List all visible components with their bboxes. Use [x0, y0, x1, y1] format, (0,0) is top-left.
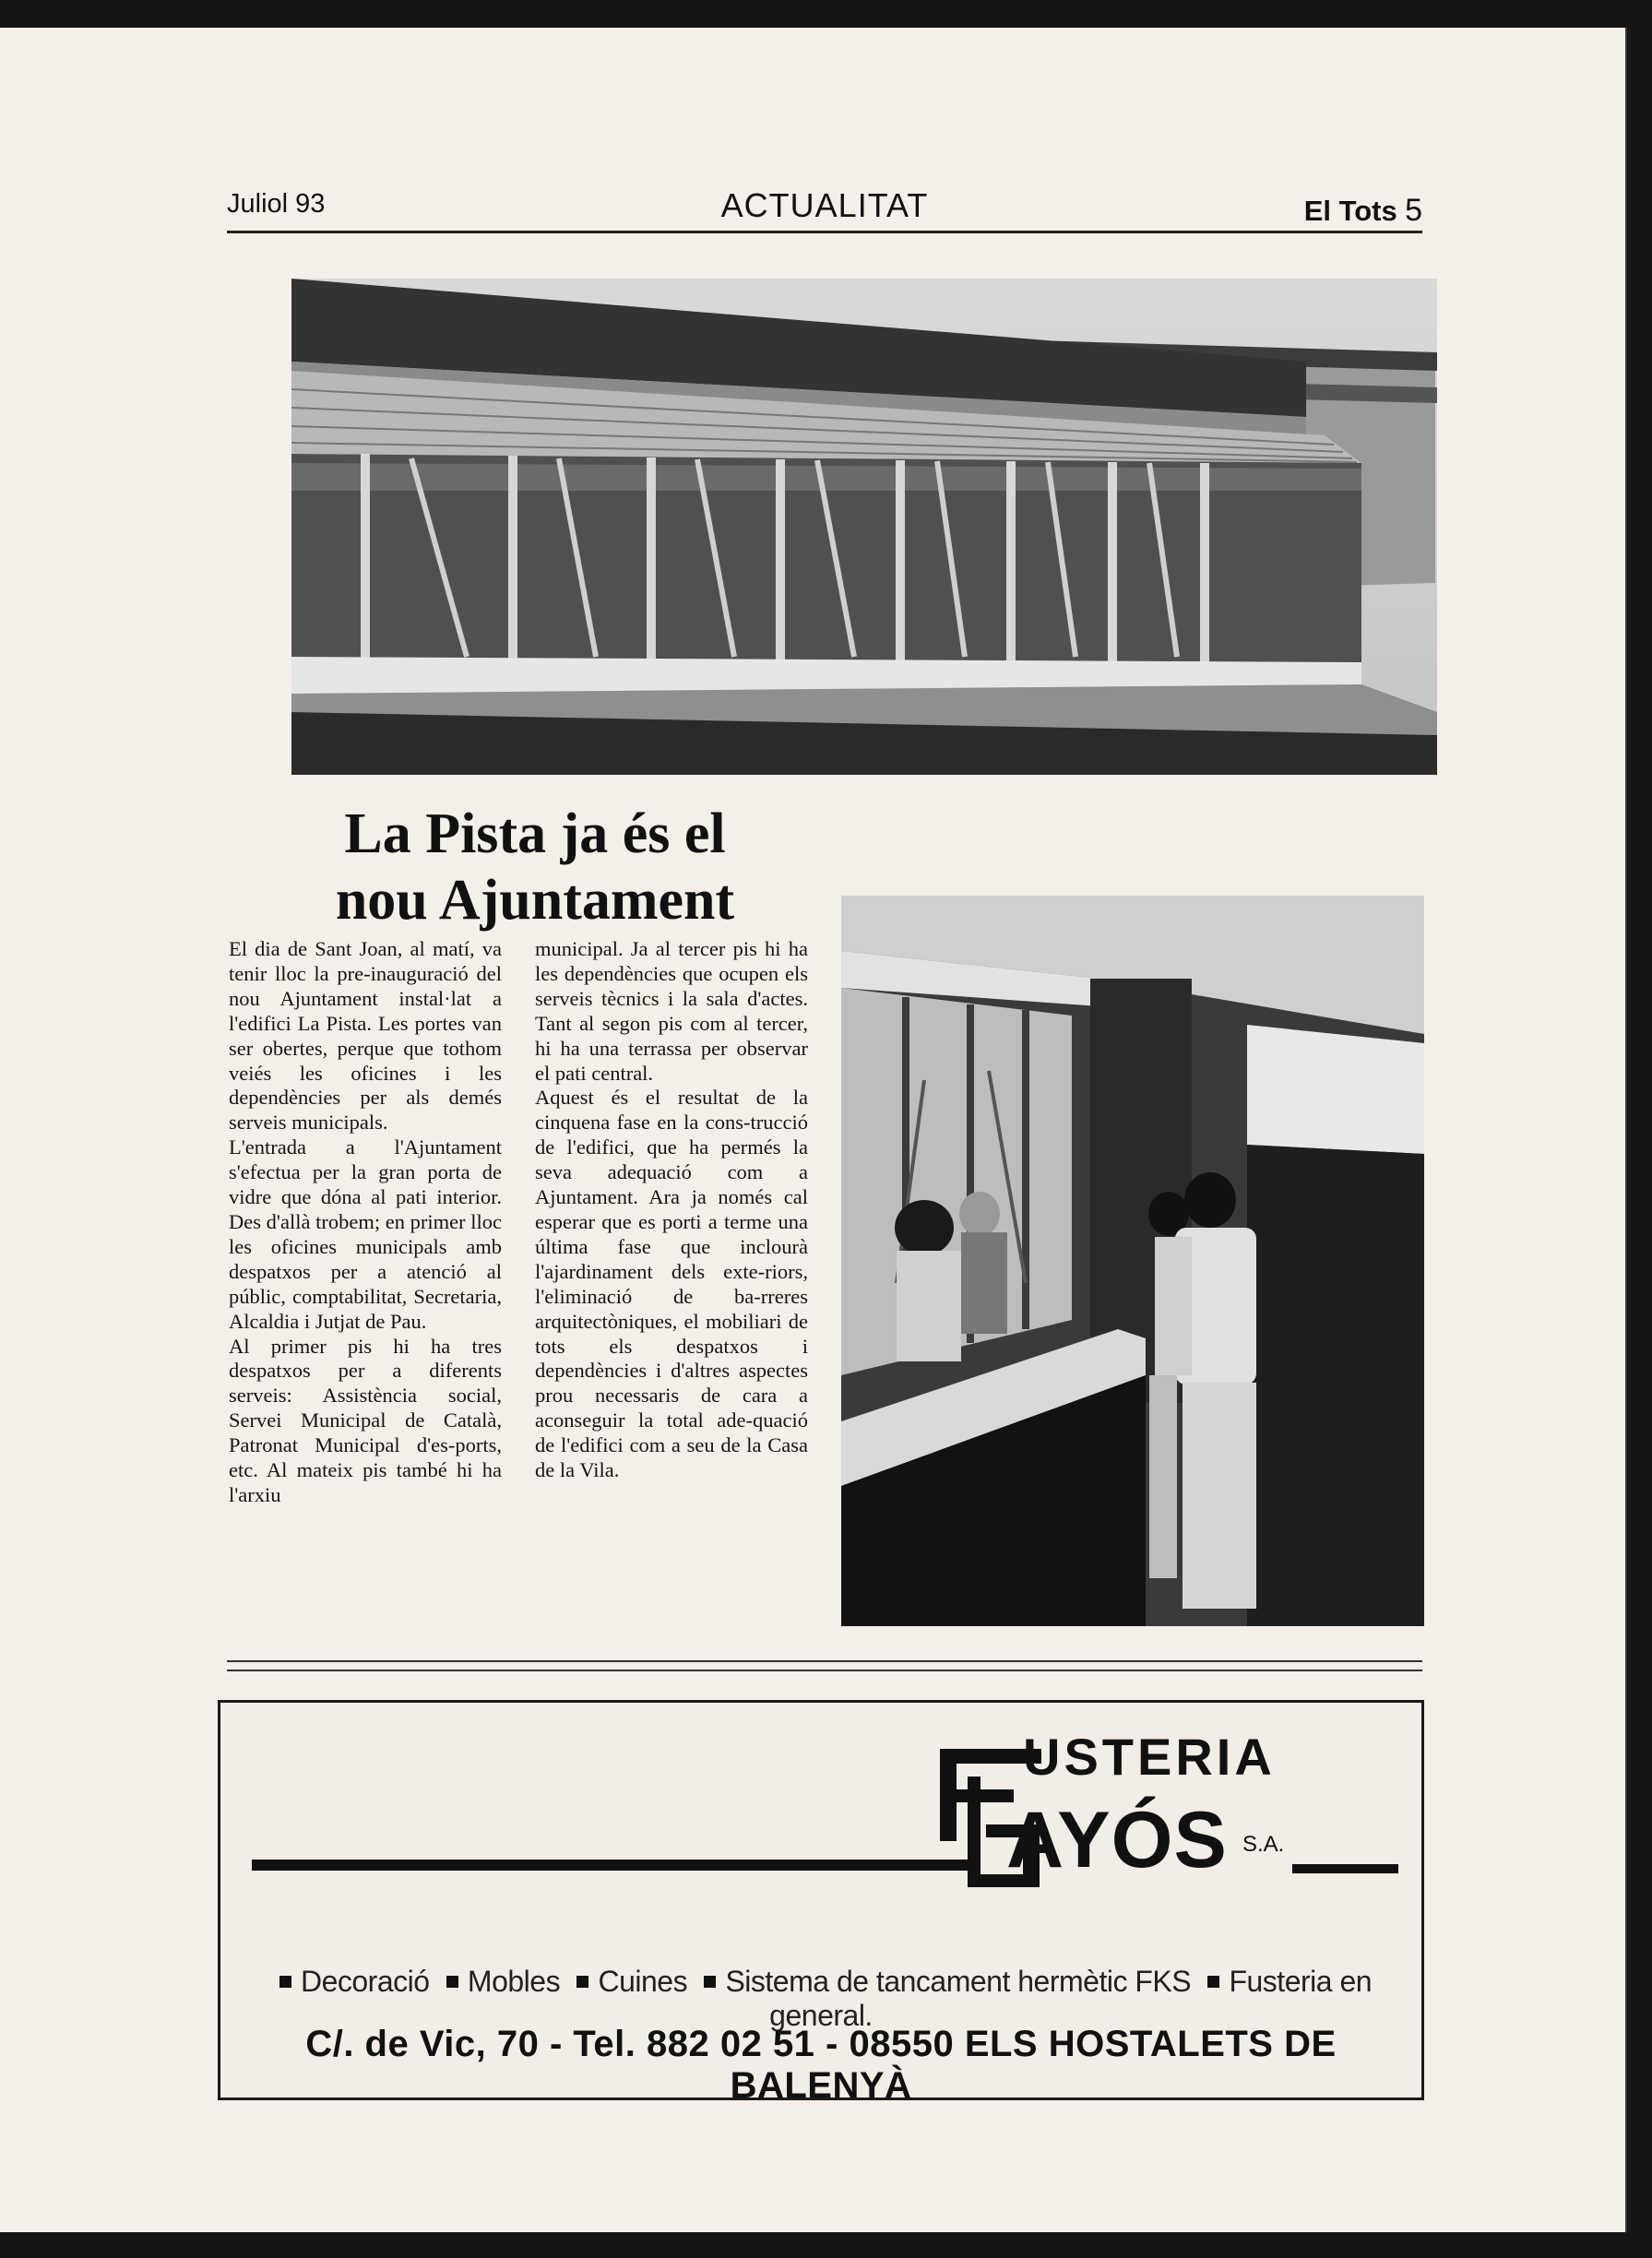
service-item: Cuines: [598, 1965, 688, 1998]
service-item: Mobles: [467, 1965, 561, 1998]
service-item: Decoració: [300, 1965, 430, 1998]
brand-name-line-2: AYÓS: [1006, 1796, 1228, 1884]
brand-name-line-1: USTERIA: [1023, 1728, 1276, 1786]
brand-suffix: S.A.: [1242, 1832, 1285, 1857]
publication-name: El Tots: [1303, 195, 1397, 227]
building-photo: [291, 279, 1437, 775]
article-column-2: [535, 937, 808, 1483]
paragraph: L'entrada a l'Ajuntament s'efectua per la gran porta de vidre que dóna al pati interior. Des d'allà trobem; en primer lloc les oficines municipals amb despatxos per a atenció al públic, comptabilitat, Secretaria, Alcaldia i Jutjat de Pau.: [229, 1135, 502, 1333]
company-address: C/. de Vic, 70 - Tel. 882 02 51 - 08550 ELS HOSTALETS DE BALENYÀ: [305, 2024, 1337, 2106]
separator-rule: [227, 1670, 1422, 1671]
services-list: [220, 1965, 1421, 2033]
article-column-1: [229, 937, 502, 1508]
paragraph: El dia de Sant Joan, al matí, va tenir lloc la pre-inauguració del nou Ajuntament instal·lat a l'edifici La Pista. Les portes van ser obertes, perque que tothom veiés les oficines i les dependències per als demés serveis municipals.: [229, 937, 502, 1135]
bullet-square-icon: [576, 1976, 588, 1988]
page-header: [227, 175, 1422, 233]
separator-rule: [227, 1660, 1422, 1662]
page-number: 5: [1405, 193, 1422, 228]
brand-underline: [1292, 1864, 1398, 1873]
paragraph: Al primer pis hi ha tres despatxos per a diferents serveis: Assistència social, Servei Municipal de Català, Patronat Municipal d'es-ports, etc. Al mateix pis també hi ha l'arxiu: [229, 1334, 502, 1506]
paragraph: Aquest és el resultat de la cinquena fase en la cons-trucció de l'edifici, que ha permés la seva adequació com a Ajuntament. Ara ja només cal esperar que es porti a terme una última fase que inclourà l'ajardinament dels exte-riors, l'eliminació de ba-rreres arquitectòniques, el mobiliari de tots els despatxos i dependències i d'altres aspectes prou necessaris de cara a aconseguir la total ade-quació de l'edifici com a seu de la Casa de la Vila.: [535, 1086, 808, 1482]
article-headline: [277, 801, 793, 933]
service-item: Sistema de tancament hermètic FKS: [725, 1965, 1192, 1998]
issue-date: Juliol 93: [227, 189, 326, 219]
bullet-square-icon: [279, 1976, 291, 1988]
brand-underline: [252, 1860, 971, 1871]
headline-line-1: La Pista ja és el: [344, 802, 726, 865]
section-title: ACTUALITAT: [720, 186, 929, 224]
bullet-square-icon: [704, 1976, 716, 1988]
service-item: Fusteria en general.: [769, 1965, 1373, 2032]
headline-line-2: nou Ajuntament: [335, 869, 735, 932]
paragraph: municipal. Ja al tercer pis hi ha les dependències que ocupen els serveis tècnics i la sala d'actes. Tant al segon pis com al tercer, hi ha una terrassa per observar el pati central.: [535, 937, 808, 1085]
office-interior-photo: [841, 896, 1424, 1626]
advertisement: [218, 1700, 1424, 2106]
publication-folio: [1304, 193, 1422, 229]
bullet-square-icon: [446, 1976, 458, 1988]
bullet-square-icon: [1207, 1976, 1219, 1988]
